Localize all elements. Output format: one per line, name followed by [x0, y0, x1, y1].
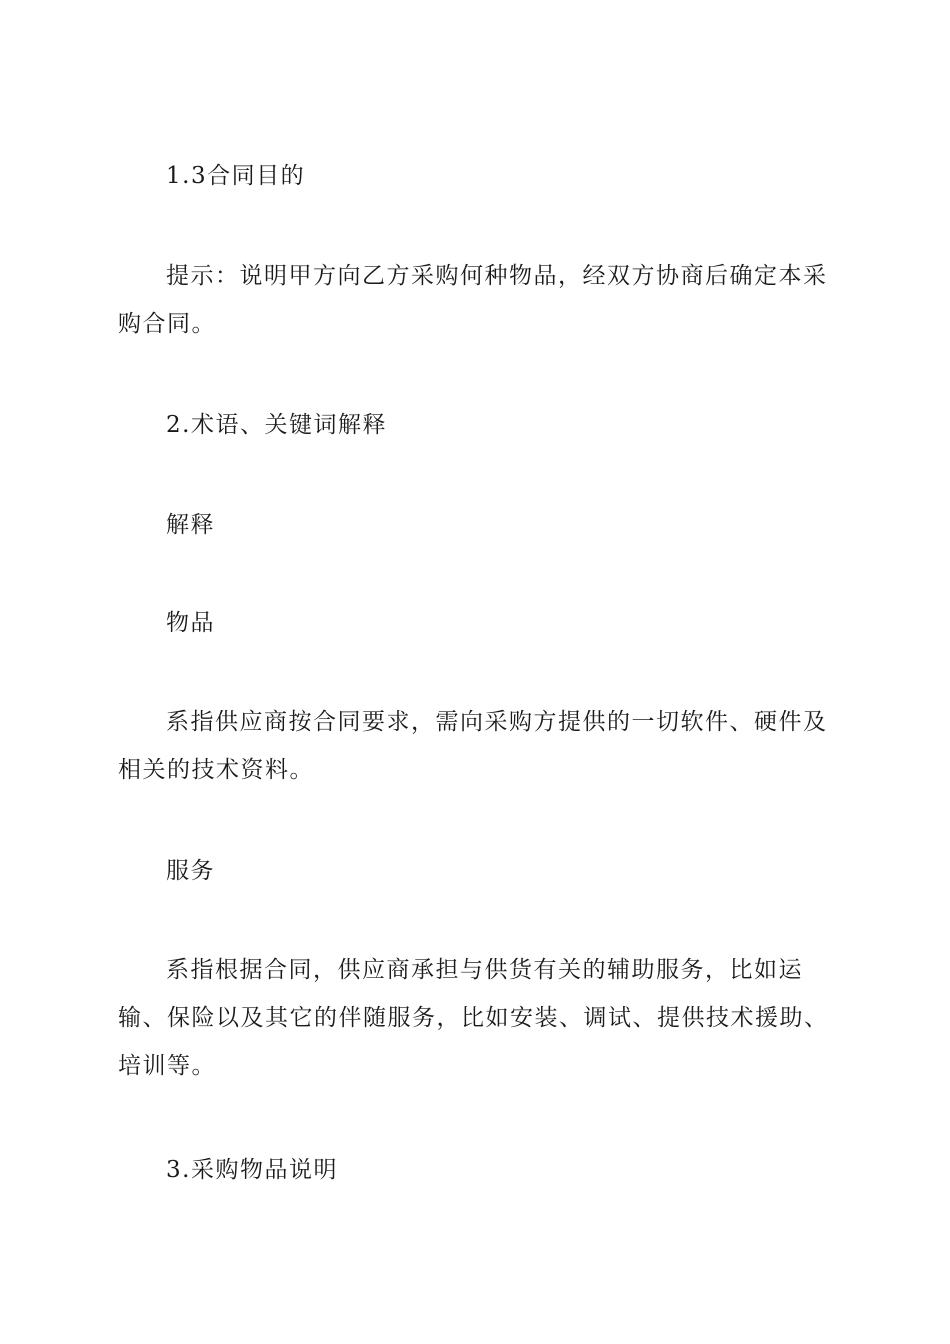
section-heading-3: 3.采购物品说明: [166, 1157, 338, 1183]
hint-paragraph: 提示：说明甲方向乙方采购何种物品，经双方协商后确定本采购合同。: [118, 263, 828, 337]
services-definition-paragraph: 系指根据合同，供应商承担与供货有关的辅助服务，比如运输、保险以及其它的伴随服务，比如安装、调试、提供技术援助、培训等。: [118, 957, 829, 1079]
section-heading-1-3: 1.3合同目的: [166, 163, 306, 189]
term-label-explanation: 解释: [166, 512, 215, 538]
term-label-services: 服务: [166, 858, 215, 884]
term-label-goods: 物品: [166, 610, 215, 636]
goods-definition-paragraph: 系指供应商按合同要求，需向采购方提供的一切软件、硬件及相关的技术资料。: [118, 709, 828, 783]
section-heading-2: 2.术语、关键词解释: [166, 412, 387, 438]
